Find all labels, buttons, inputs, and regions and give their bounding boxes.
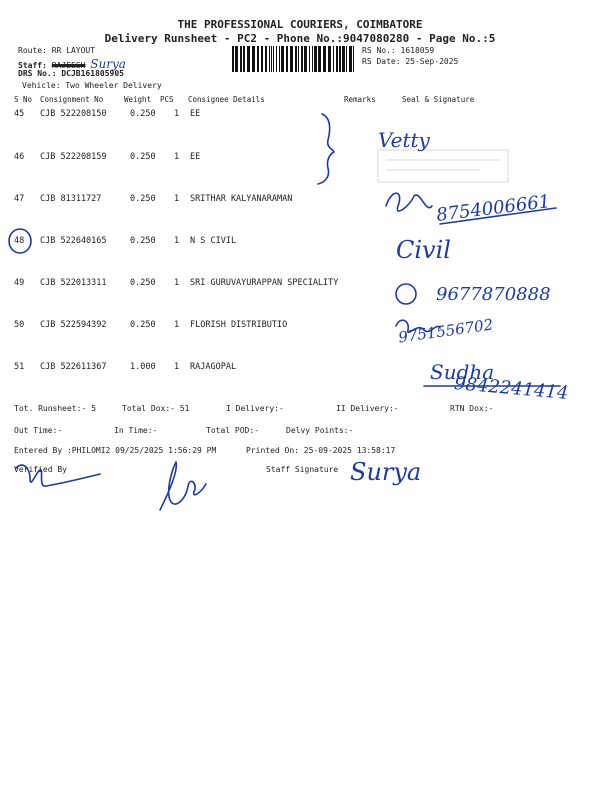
cell-sno: 45 [14, 109, 25, 119]
total-runsheet: Tot. Runsheet:- 5 [14, 404, 96, 413]
col-remarks: Remarks [344, 95, 376, 104]
verified-by-label: Verified By [14, 465, 67, 474]
staff-struck-name: RAJEESH [51, 61, 86, 70]
cell-pcs: 1 [174, 362, 180, 372]
cell-consignee: EE [190, 109, 201, 119]
rs-number: RS No.: 1618059 [362, 46, 435, 55]
col-consignee: Consignee Details [188, 95, 265, 104]
recipient-phone-1: 8754006661 [435, 191, 552, 226]
recipient-phone-2: 9677870888 [436, 284, 551, 305]
delvy-points: Delvy Points:- [286, 426, 354, 435]
cell-sno: 46 [14, 152, 25, 162]
bracket-mark [318, 114, 334, 184]
staff-signature-label: Staff Signature [266, 465, 339, 474]
out-time: Out Time:- [14, 426, 63, 435]
cell-sno: 48 [14, 236, 25, 246]
cell-consignee: FLORISH DISTRIBUTIO [190, 320, 288, 330]
cell-pcs: 1 [174, 194, 180, 204]
page-subtitle: Delivery Runsheet - PC2 - Phone No.:9047080280 - Page No.:5 [104, 32, 496, 45]
ii-delivery: II Delivery:- [336, 404, 399, 413]
cell-weight: 0.250 [130, 236, 156, 246]
cell-pcs: 1 [174, 152, 180, 162]
recipient-signature-civil: Civil [396, 236, 451, 264]
middle-signature [160, 462, 206, 510]
staff-label: Staff: [18, 61, 47, 70]
recipient-signature-sudha: Sudha [430, 360, 495, 384]
cell-consignment: CJB 522208159 [40, 152, 107, 162]
cell-weight: 0.250 [130, 320, 156, 330]
total-pod: Total POD:- [206, 426, 259, 435]
staff-handwritten-name: Surya [90, 57, 126, 71]
printed-on: Printed On: 25-09-2025 13:58:17 [246, 446, 396, 455]
cell-consignee: EE [190, 152, 201, 162]
cell-weight: 0.250 [130, 194, 156, 204]
cell-consignee: SRITHAR KALYANARAMAN [190, 194, 293, 204]
cell-consignment: CJB 522013311 [40, 278, 107, 288]
col-pcs: PCS [160, 95, 174, 104]
vehicle-type: Vehicle: Two Wheeler Delivery [22, 81, 162, 90]
cell-consignment: CJB 522640165 [40, 236, 107, 246]
staff-signature: Surya [350, 458, 422, 486]
recipient-phone-3: 9751556702 [397, 315, 495, 347]
cell-consignment: CJB 522208150 [40, 109, 107, 119]
col-consignment: Consignment No [40, 95, 104, 104]
recipient-phone-4: 9842241414 [453, 373, 570, 404]
rtn-dox: RTN Dox:- [450, 404, 494, 413]
row-circle-mark [9, 229, 31, 253]
drs-number: DRS No.: DCJB161805905 [18, 69, 124, 78]
signature-row47 [386, 193, 432, 211]
cell-consignment: CJB 522611367 [40, 362, 107, 372]
cell-weight: 1.000 [130, 362, 156, 372]
col-seal: Seal & Signature [402, 95, 475, 104]
cell-pcs: 1 [174, 278, 180, 288]
route-label: Route: RR LAYOUT [18, 46, 96, 55]
cell-consignment: CJB 522594392 [40, 320, 107, 330]
cell-sno: 47 [14, 194, 25, 204]
cell-sno: 51 [14, 362, 25, 372]
cell-consignee: SRI GURUVAYURAPPAN SPECIALITY [190, 278, 339, 288]
cell-pcs: 1 [174, 236, 180, 246]
entered-by: Entered By :PHILOMI2 09/25/2025 1:56:29 PM [14, 446, 217, 455]
in-time: In Time:- [114, 426, 158, 435]
cell-sno: 49 [14, 278, 25, 288]
cell-consignee: N S CIVIL [190, 236, 237, 246]
i-delivery: I Delivery:- [226, 404, 284, 413]
cell-consignment: CJB 81311727 [40, 194, 102, 204]
stamp-mark [378, 150, 508, 182]
cell-weight: 0.250 [130, 278, 156, 288]
recipient-signature-vetty: Vetty [378, 128, 430, 152]
col-sno: S No [14, 95, 33, 104]
cell-weight: 0.250 [130, 152, 156, 162]
row-49-mark [396, 284, 416, 304]
page-title: THE PROFESSIONAL COURIERS, COIMBATORE [177, 18, 423, 31]
cell-pcs: 1 [174, 109, 180, 119]
total-dox: Total Dox:- 51 [122, 404, 190, 413]
rs-date: RS Date: 25-Sep-2025 [362, 57, 459, 66]
cell-weight: 0.250 [130, 109, 156, 119]
col-weight: Weight [124, 95, 152, 104]
cell-consignee: RAJAGOPAL [190, 362, 237, 372]
cell-pcs: 1 [174, 320, 180, 330]
cell-sno: 50 [14, 320, 25, 330]
